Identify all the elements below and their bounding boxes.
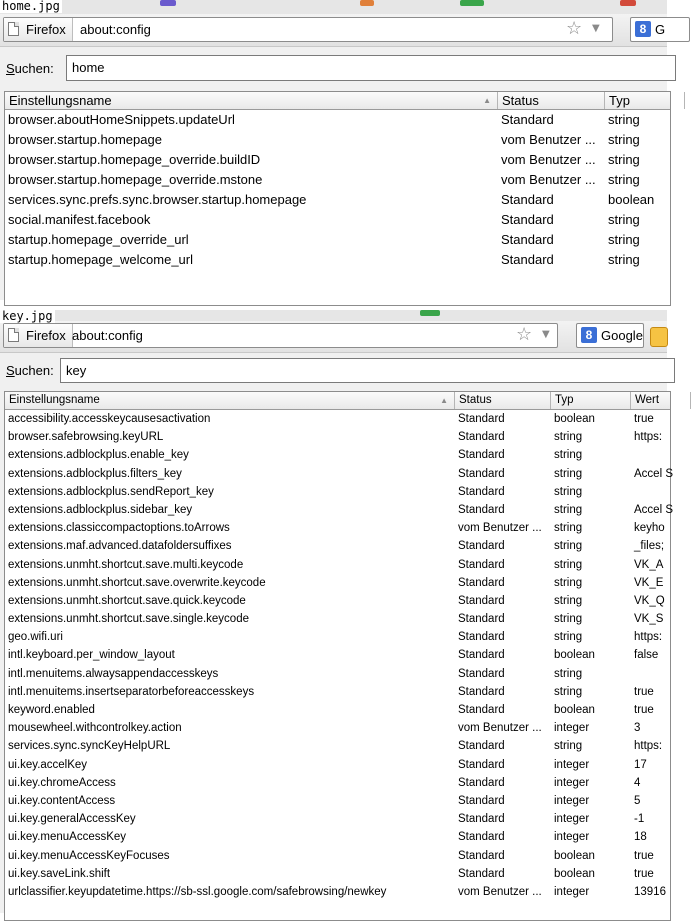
pref-value-cell: 13916 [634, 885, 666, 898]
table-row[interactable] [5, 446, 670, 464]
table-row[interactable] [5, 701, 670, 719]
table-header [5, 92, 670, 110]
pref-status-cell: Standard [458, 558, 505, 571]
preferences-table [4, 391, 671, 921]
pref-value-cell: -1 [634, 813, 645, 826]
sort-ascending-icon: ▲ [440, 396, 448, 405]
pref-value-cell: keyho [634, 522, 665, 535]
pref-status-cell: vom Benutzer ... [501, 172, 596, 187]
pref-status-cell: Standard [501, 112, 554, 127]
pref-status-cell: Standard [458, 467, 505, 480]
pref-type-cell: integer [554, 794, 590, 807]
pref-status-cell: Standard [458, 631, 505, 644]
search-bar[interactable] [630, 17, 690, 42]
table-row[interactable] [5, 130, 670, 150]
pref-name-cell: extensions.unmht.shortcut.save.overwrite.keycode [8, 576, 266, 589]
pref-name-cell: extensions.adblockplus.sidebar_key [8, 503, 193, 516]
pref-name-cell: accessibility.accesskeycausesactivation [8, 413, 211, 425]
table-row[interactable] [5, 828, 670, 846]
pref-status-cell: Standard [458, 667, 505, 680]
pref-name-cell: browser.safebrowsing.keyURL [8, 431, 164, 444]
pref-status-cell: Standard [458, 758, 505, 771]
pref-type-cell: string [554, 667, 583, 680]
filename-label: key.jpg [2, 309, 53, 323]
pref-name-cell: startup.homepage_welcome_url [8, 252, 193, 267]
url-text[interactable]: about:config [80, 22, 151, 37]
pref-name-cell: intl.menuitems.alwaysappendaccesskeys [8, 667, 219, 680]
table-row[interactable] [5, 883, 670, 901]
column-header-name[interactable]: Einstellungsname ▲ [5, 392, 455, 409]
table-row[interactable] [5, 592, 670, 610]
identity-label: Firefox [26, 328, 66, 343]
pref-value-cell: VK_S [634, 613, 664, 626]
pref-type-cell: boolean [554, 867, 595, 880]
preferences-table [4, 91, 671, 306]
pref-name-cell: social.manifest.facebook [8, 212, 151, 227]
pref-status-cell: Standard [458, 503, 505, 516]
table-body [5, 410, 673, 901]
search-engine-label: Google [601, 328, 643, 343]
pref-type-cell: integer [554, 813, 590, 826]
page-icon [8, 22, 19, 36]
pref-type-cell: string [554, 503, 583, 516]
pref-type-cell: boolean [554, 849, 595, 862]
pref-type-cell: string [554, 558, 583, 571]
pref-value-cell: 17 [634, 758, 647, 771]
google-icon: 8 [581, 327, 597, 343]
pref-value-cell: 3 [634, 722, 641, 735]
pref-name-cell: extensions.adblockplus.filters_key [8, 467, 182, 480]
pref-value-cell: https: [634, 631, 663, 644]
pref-status-cell: Standard [458, 813, 505, 826]
pref-status-cell: vom Benutzer ... [458, 522, 542, 535]
pref-value-cell: 4 [634, 776, 641, 789]
pref-status-cell: Standard [501, 212, 554, 227]
pref-type-cell: integer [554, 776, 590, 789]
pref-name-cell: extensions.unmht.shortcut.save.quick.keycode [8, 594, 246, 607]
pref-name-cell: ui.key.saveLink.shift [8, 867, 111, 880]
pref-name-cell: browser.startup.homepage_override.mstone [8, 172, 263, 187]
column-header-name[interactable]: Einstellungsname ▲ [5, 92, 498, 109]
url-text[interactable]: about:config [72, 328, 143, 343]
pref-status-cell: Standard [458, 449, 505, 462]
pref-type-cell: string [554, 631, 583, 644]
pref-type-cell: string [554, 613, 583, 626]
filename-label: home.jpg [2, 0, 60, 13]
table-row[interactable] [5, 537, 670, 555]
pref-name-cell: mousewheel.withcontrolkey.action [8, 722, 182, 735]
pref-value-cell: https: [634, 431, 663, 444]
pref-value-cell: Accel S [634, 503, 673, 516]
pref-value-cell: VK_Q [634, 594, 665, 607]
identity-label: Firefox [26, 22, 66, 37]
pref-type-cell: string [608, 172, 640, 187]
pref-type-cell: string [554, 467, 583, 480]
bookmark-star-icon[interactable]: ☆ [566, 18, 583, 39]
table-row[interactable] [5, 810, 670, 828]
url-bar[interactable] [3, 17, 613, 42]
pref-status-cell: Standard [458, 867, 505, 880]
table-row[interactable] [5, 483, 670, 501]
url-bar[interactable] [3, 323, 558, 348]
filter-input[interactable]: key [60, 358, 675, 383]
table-row[interactable] [5, 210, 670, 230]
pref-status-cell: vom Benutzer ... [501, 132, 596, 147]
pref-status-cell: Standard [458, 485, 505, 498]
pref-type-cell: string [554, 740, 583, 753]
pref-name-cell: browser.startup.homepage_override.buildID [8, 152, 261, 167]
pref-status-cell: Standard [458, 431, 505, 444]
table-row[interactable] [5, 646, 670, 664]
pref-type-cell: boolean [554, 649, 595, 662]
pref-name-cell: extensions.classiccompactoptions.toArrows [8, 522, 230, 535]
pref-name-cell: extensions.adblockplus.sendReport_key [8, 485, 214, 498]
column-header-status[interactable]: Status [455, 392, 551, 409]
table-row[interactable] [5, 519, 670, 537]
screenshot-home [0, 0, 667, 300]
pref-type-cell: integer [554, 885, 590, 898]
table-row[interactable] [5, 501, 673, 519]
pref-status-cell: Standard [458, 776, 505, 789]
column-header-type[interactable]: Typ [605, 92, 685, 109]
pref-name-cell: ui.key.menuAccessKeyFocuses [8, 849, 170, 862]
table-row[interactable] [5, 190, 670, 210]
pref-name-cell: keyword.enabled [8, 704, 95, 716]
pref-status-cell: vom Benutzer ... [458, 885, 542, 898]
sort-ascending-icon: ▲ [483, 96, 491, 105]
table-row[interactable] [5, 665, 670, 683]
page-icon [8, 328, 19, 342]
pref-value-cell: VK_A [634, 558, 664, 571]
pref-status-cell: Standard [458, 831, 505, 844]
pref-status-cell: Standard [501, 192, 554, 207]
pref-type-cell: string [554, 594, 583, 607]
pref-value-cell: false [634, 649, 659, 662]
filter-input[interactable]: home [66, 55, 676, 81]
pref-type-cell: string [608, 152, 640, 167]
google-icon: 8 [635, 21, 651, 37]
pref-name-cell: extensions.maf.advanced.datafoldersuffixes [8, 540, 232, 553]
pref-type-cell: string [608, 212, 640, 227]
table-row[interactable] [5, 574, 670, 592]
table-row[interactable] [5, 170, 670, 190]
pref-type-cell: string [608, 252, 640, 267]
pref-name-cell: extensions.unmht.shortcut.save.multi.keycode [8, 558, 244, 571]
pref-status-cell: Standard [458, 740, 505, 753]
tab-strip [0, 0, 667, 14]
pref-name-cell: geo.wifi.uri [8, 631, 63, 644]
pref-name-cell: ui.key.contentAccess [8, 794, 116, 807]
pref-name-cell: intl.menuitems.insertseparatorbeforeaccesskeys [8, 685, 255, 698]
pref-type-cell: string [554, 576, 583, 589]
pref-status-cell: Standard [458, 413, 505, 425]
table-row[interactable] [5, 110, 670, 130]
pref-type-cell: string [554, 540, 583, 553]
pref-type-cell: string [554, 449, 583, 462]
table-row[interactable] [5, 428, 670, 446]
table-header [5, 392, 670, 410]
pref-name-cell: services.sync.prefs.sync.browser.startup.homepage [8, 192, 307, 207]
table-row[interactable] [5, 628, 670, 646]
pref-value-cell: 18 [634, 831, 647, 844]
table-row[interactable] [5, 683, 670, 701]
pref-value-cell: true [634, 413, 654, 425]
addon-icon[interactable] [650, 327, 668, 347]
table-row[interactable] [5, 250, 670, 270]
pref-name-cell: services.sync.syncKeyHelpURL [8, 740, 171, 753]
pref-status-cell: Standard [501, 252, 554, 267]
column-header-type[interactable]: Typ [551, 392, 631, 409]
pref-value-cell: true [634, 704, 654, 716]
table-row[interactable] [5, 719, 670, 737]
pref-value-cell: Accel S [634, 467, 673, 480]
pref-value-cell: true [634, 685, 654, 698]
pref-name-cell: ui.key.menuAccessKey [8, 831, 127, 844]
bookmark-star-icon[interactable]: ☆ [516, 324, 533, 345]
identity-box[interactable] [4, 18, 73, 41]
pref-type-cell: string [554, 522, 583, 535]
pref-type-cell: boolean [554, 704, 595, 716]
identity-box[interactable] [4, 324, 73, 347]
pref-status-cell: Standard [458, 649, 505, 662]
pref-type-cell: integer [554, 722, 590, 735]
pref-type-cell: string [608, 232, 640, 247]
column-header-value[interactable]: Wert [631, 392, 691, 409]
table-row[interactable] [5, 410, 670, 428]
search-engine-label: G [655, 22, 666, 37]
pref-value-cell: true [634, 849, 654, 862]
table-row[interactable] [5, 847, 670, 865]
pref-value-cell: true [634, 867, 654, 880]
pref-status-cell: Standard [458, 849, 505, 862]
pref-value-cell: https: [634, 740, 663, 753]
search-bar[interactable] [576, 323, 644, 348]
tab-strip [0, 310, 667, 321]
pref-status-cell: Standard [458, 613, 505, 626]
pref-type-cell: boolean [554, 413, 595, 425]
navigation-bar [0, 14, 667, 47]
pref-type-cell: string [554, 431, 583, 444]
table-row[interactable] [5, 865, 670, 883]
pref-name-cell: ui.key.generalAccessKey [8, 813, 136, 826]
pref-type-cell: string [554, 485, 583, 498]
table-row[interactable] [5, 756, 670, 774]
pref-name-cell: browser.aboutHomeSnippets.updateUrl [8, 112, 235, 127]
pref-name-cell: startup.homepage_override_url [8, 232, 189, 247]
table-row[interactable] [5, 556, 670, 574]
url-dropdown-icon[interactable]: ▼ [592, 23, 600, 34]
pref-value-cell: VK_E [634, 576, 664, 589]
table-body [5, 110, 670, 270]
pref-status-cell: Standard [458, 794, 505, 807]
pref-value-cell: _files; [634, 540, 665, 553]
screenshot-key [0, 309, 673, 913]
table-row[interactable] [5, 230, 670, 250]
table-row[interactable] [5, 792, 670, 810]
pref-type-cell: string [608, 112, 640, 127]
table-row[interactable] [5, 465, 673, 483]
table-row[interactable] [5, 610, 670, 628]
pref-type-cell: integer [554, 758, 590, 771]
pref-status-cell: Standard [458, 594, 505, 607]
pref-status-cell: Standard [458, 685, 505, 698]
column-header-status[interactable]: Status [498, 92, 605, 109]
pref-type-cell: string [554, 685, 583, 698]
pref-name-cell: intl.keyboard.per_window_layout [8, 649, 175, 662]
pref-type-cell: string [608, 132, 640, 147]
pref-status-cell: Standard [458, 576, 505, 589]
filter-label: Suchen: [6, 363, 54, 378]
pref-name-cell: ui.key.accelKey [8, 758, 88, 771]
url-dropdown-icon[interactable]: ▼ [542, 329, 550, 340]
pref-status-cell: Standard [501, 232, 554, 247]
pref-name-cell: extensions.adblockplus.enable_key [8, 449, 189, 462]
table-row[interactable] [5, 150, 670, 170]
filter-label: Suchen: [6, 61, 54, 76]
navigation-bar [0, 321, 667, 353]
pref-status-cell: Standard [458, 540, 505, 553]
pref-name-cell: browser.startup.homepage [8, 132, 162, 147]
pref-name-cell: extensions.unmht.shortcut.save.single.keycode [8, 613, 249, 626]
pref-value-cell: 5 [634, 794, 641, 807]
pref-status-cell: vom Benutzer ... [501, 152, 596, 167]
pref-status-cell: vom Benutzer ... [458, 722, 542, 735]
pref-name-cell: ui.key.chromeAccess [8, 776, 116, 789]
pref-name-cell: urlclassifier.keyupdatetime.https://sb-ssl.google.com/safebrowsing/newkey [8, 885, 387, 898]
pref-type-cell: integer [554, 831, 590, 844]
table-row[interactable] [5, 737, 670, 755]
table-row[interactable] [5, 774, 670, 792]
pref-status-cell: Standard [458, 704, 505, 716]
pref-type-cell: boolean [608, 192, 655, 207]
